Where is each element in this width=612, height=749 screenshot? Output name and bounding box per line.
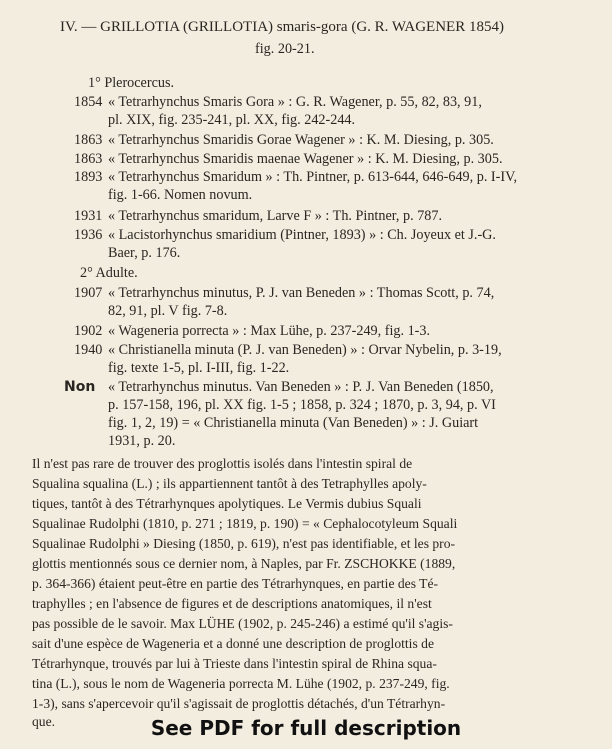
entry-1902 [74, 322, 430, 340]
figure-reference: fig. 20-21. [255, 41, 315, 57]
entry-1863b [74, 150, 503, 168]
body-line: Squalinae Rudolphi » Diesing (1850, p. 619), n'est pas identifiable, et les pro- [32, 536, 456, 551]
entry-1931 [74, 207, 442, 225]
entry-year: 1863 [74, 132, 103, 148]
entry-continuation: 1931, p. 20. [108, 433, 176, 449]
entry-year: 1936 [74, 227, 103, 243]
entry-year: 1931 [74, 208, 103, 224]
entry-continuation: fig. 1, 2, 19) = « Christianella minuta (Van Beneden) » : J. Guiart [108, 415, 479, 431]
body-line: Tétrarhynque, trouvés par lui à Trieste dans l'intestin spiral de Rhina squa- [32, 656, 437, 671]
entry-text: « Lacistorhynchus smaridium (Pintner, 1893) » : Ch. Joyeux et J.-G. [108, 227, 496, 243]
entry-text: « Tetrarhynchus Smaridis Gorae Wagener » : K. M. Diesing, p. 305. [108, 132, 494, 148]
body-line: p. 364-366) étaient peut-être en partie des Tétrarhynques, en partie des Té- [32, 576, 439, 591]
entry-year: 1940 [74, 342, 103, 358]
entry-1854 [74, 93, 482, 111]
species-title: IV. — GRILLOTIA (GRILLOTIA) smaris-gora (G. R. WAGENER 1854) [60, 19, 504, 35]
body-line: traphylles ; en l'absence de figures et de descriptions anatomiques, il n'est [32, 596, 432, 611]
body-line: Squalina squalina (L.) ; ils appartiennent tantôt à des Tetraphylles apoly- [32, 476, 427, 491]
entry-continuation: Baer, p. 176. [108, 245, 181, 261]
entry-1940 [74, 341, 502, 359]
entry-continuation: p. 157-158, 196, pl. XX fig. 1-5 ; 1858, p. 324 ; 1870, p. 3, 94, p. VI [108, 397, 496, 413]
entry-text: « Tetrarhynchus Smaris Gora » : G. R. Wagener, p. 55, 82, 83, 91, [108, 94, 482, 110]
entry-text: « Wageneria porrecta » : Max Lühe, p. 237-249, fig. 1-3. [108, 323, 431, 339]
body-line: sait d'une espèce de Wageneria et a donné une description de proglottis de [32, 636, 434, 651]
entry-1863a [74, 131, 494, 149]
entry-year: 1902 [74, 323, 103, 339]
entry-continuation: fig. 1-66. Nomen novum. [108, 187, 253, 203]
entry-1907 [74, 284, 494, 302]
body-line: tiques, tantôt à des Tétrarhynques apolytiques. Le Vermis dubius Squali [32, 496, 422, 511]
entry-year: 1854 [74, 94, 103, 110]
entry-year: 1893 [74, 169, 103, 185]
entry-text: « Tetrarhynchus smaridum, Larve F » : Th. Pintner, p. 787. [108, 208, 443, 224]
body-line: glottis mentionnés sous ce dernier nom, à Naples, par Fr. ZSCHOKKE (1889, [32, 556, 456, 571]
entry-1893 [74, 168, 517, 186]
non-label: Non [64, 379, 96, 395]
entry-text: « Christianella minuta (P. J. van Beneden) » : Orvar Nybelin, p. 3-19, [108, 342, 502, 358]
section-adulte: 2° Adulte. [80, 265, 138, 281]
body-line: tina (L.), sous le nom de Wageneria porrecta M. Lühe (1902, p. 237-249, fig. [32, 676, 450, 691]
entry-text: « Tetrarhynchus minutus, P. J. van Beneden » : Thomas Scott, p. 74, [108, 285, 495, 301]
entry-text: « Tetrarhynchus Smaridis maenae Wagener » : K. M. Diesing, p. 305. [108, 151, 503, 167]
body-line: que. [32, 714, 56, 729]
entry-text: « Tetrarhynchus minutus. Van Beneden » : P. J. Van Beneden (1850, [108, 379, 494, 395]
entry-year: 1863 [74, 151, 103, 167]
entry-continuation: pl. XIX, fig. 235-241, pl. XX, fig. 242-244. [108, 112, 356, 128]
pdf-notice[interactable]: See PDF for full description [150, 716, 462, 740]
entry-1936 [74, 226, 496, 244]
entry-continuation: 82, 91, pl. V fig. 7-8. [108, 303, 228, 319]
entry-text: « Tetrarhynchus Smaridum » : Th. Pintner, p. 613-644, 646-649, p. I-IV, [108, 169, 518, 185]
body-line: Squalinae Rudolphi (1810, p. 271 ; 1819, p. 190) = « Cephalocotyleum Squali [32, 516, 458, 531]
section-plerocercus: 1° Plerocercus. [88, 75, 175, 91]
entry-continuation: fig. texte 1-5, pl. I-III, fig. 1-22. [108, 360, 290, 376]
body-line: pas possible de le savoir. Max LÜHE (1902, p. 245-246) a estimé qu'il s'agis- [32, 616, 453, 631]
body-line: Il n'est pas rare de trouver des proglottis isolés dans l'intestin spiral de [32, 456, 413, 471]
non-entry [64, 378, 494, 396]
entry-year: 1907 [74, 285, 103, 301]
body-line: 1-3), sans s'apercevoir qu'il s'agissait de proglottis détachés, d'un Tétrarhyn- [32, 696, 446, 711]
